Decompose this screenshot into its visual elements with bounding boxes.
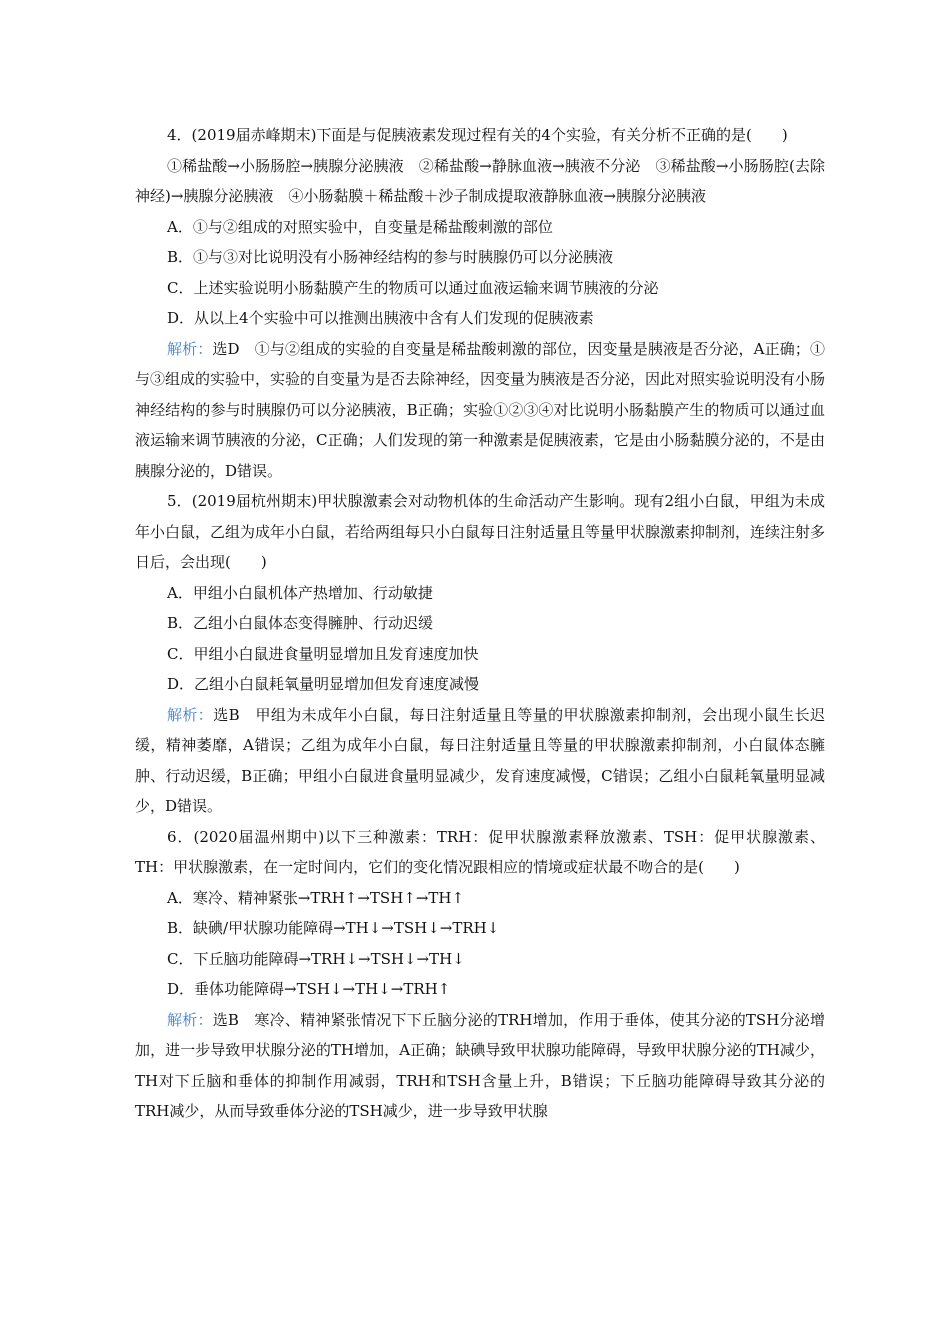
analysis-text: 选D ①与②组成的实验的自变量是稀盐酸刺激的部位，因变量是胰液是否分泌，A正确；①与③组成的实验中，实验的自变量为是否去除神经，因变量为胰液是否分泌，因此对照实验说明没有小肠神经结构的参与时胰腺仍可以分泌胰液，B正确；实验①②③④对比说明小肠黏膜产生的物质可以通过血液运输来调节胰液的分泌，C正确；人们发现的第一种激素是促胰液素，它是由小肠黏膜分泌的，不是由胰腺分泌的，D错误。 (135, 339, 826, 480)
question-6-option-d: D．垂体功能障碍→TSH↓→TH↓→TRH↑ (167, 980, 451, 998)
question-4-option-c: C．上述实验说明小肠黏膜产生的物质可以通过血液运输来调节胰液的分泌 (167, 278, 659, 297)
question-5-analysis (135, 700, 825, 822)
question-6-option-b: B．缺碘/甲状腺功能障碍→TH↓→TSH↓→TRH↓ (167, 919, 500, 937)
analysis-label: 解析： (167, 1010, 213, 1029)
analysis-text: 选B 甲组为未成年小白鼠，每日注射适量且等量的甲状腺激素抑制剂，会出现小鼠生长迟缓，精神萎靡，A错误；乙组为成年小白鼠，每日注射适量且等量的甲状腺激素抑制剂，小白鼠体态臃肿、行动迟缓，B正确；甲组小白鼠进食量明显减少，发育速度减慢，C错误；乙组小白鼠耗氧量明显减少，D错误。 (135, 705, 825, 815)
question-5-option-b: B．乙组小白鼠体态变得臃肿、行动迟缓 (167, 614, 434, 632)
question-5-option-d: D．乙组小白鼠耗氧量明显增加但发育速度减慢 (167, 675, 480, 693)
analysis-label: 解析： (167, 705, 214, 724)
question-4-analysis (135, 334, 825, 487)
question-6-stem: 6．(2020届温州期中)以下三种激素：TRH：促甲状腺激素释放激素、TSH：促甲状腺激素、TH：甲状腺激素，在一定时间内，它们的变化情况跟相应的情境或症状最不吻合的是( ) (135, 827, 825, 876)
question-6-option-a: A．寒冷、精神紧张→TRH↑→TSH↑→TH↑ (167, 888, 465, 907)
question-6-option-c: C．下丘脑功能障碍→TRH↓→TSH↓→TH↓ (167, 949, 465, 968)
question-4-option-b: B．①与③对比说明没有小肠神经结构的参与时胰腺仍可以分泌胰液 (167, 248, 614, 266)
question-5-stem: 5．(2019届杭州期末)甲状腺激素会对动物机体的生命活动产生影响。现有2组小白鼠，甲组为未成年小白鼠，乙组为成年小白鼠，若给两组每只小白鼠每日注射适量且等量甲状腺激素抑制剂，连续注射多日后，会出现( ) (135, 492, 826, 571)
question-4-option-d: D．从以上4个实验中可以推测出胰液中含有人们发现的促胰液素 (167, 309, 594, 327)
question-4-stem: 4．(2019届赤峰期末)下面是与促胰液素发现过程有关的4个实验，有关分析不正确的是( ) (167, 126, 788, 144)
analysis-text: 选B 寒冷、精神紧张情况下下丘脑分泌的TRH增加，作用于垂体，使其分泌的TSH分泌增加，进一步导致甲状腺分泌的TH增加，A正确；缺碘导致甲状腺功能障碍，导致甲状腺分泌的TH减少，TH对下丘脑和垂体的抑制作用减弱，TRH和TSH含量上升，B错误；下丘脑功能障碍导致其分泌的TRH减少，从而导致垂体分泌的TSH减少，进一步导致甲状腺 (135, 1010, 825, 1120)
analysis-label: 解析： (167, 339, 213, 358)
document-body (135, 120, 825, 1127)
question-5-option-a: A．甲组小白鼠机体产热增加、行动敏捷 (167, 583, 433, 602)
question-4-experiments: ①稀盐酸→小肠肠腔→胰腺分泌胰液 ②稀盐酸→静脉血液→胰液不分泌 ③稀盐酸→小肠肠腔(去除神经)→胰腺分泌胰液 ④小肠黏膜＋稀盐酸＋沙子制成提取液静脉血液→胰腺分泌胰液 (135, 156, 825, 205)
question-6-analysis (135, 1005, 825, 1127)
question-5-option-c: C．甲组小白鼠进食量明显增加且发育速度加快 (167, 644, 479, 663)
question-4-option-a: A．①与②组成的对照实验中，自变量是稀盐酸刺激的部位 (167, 217, 553, 236)
